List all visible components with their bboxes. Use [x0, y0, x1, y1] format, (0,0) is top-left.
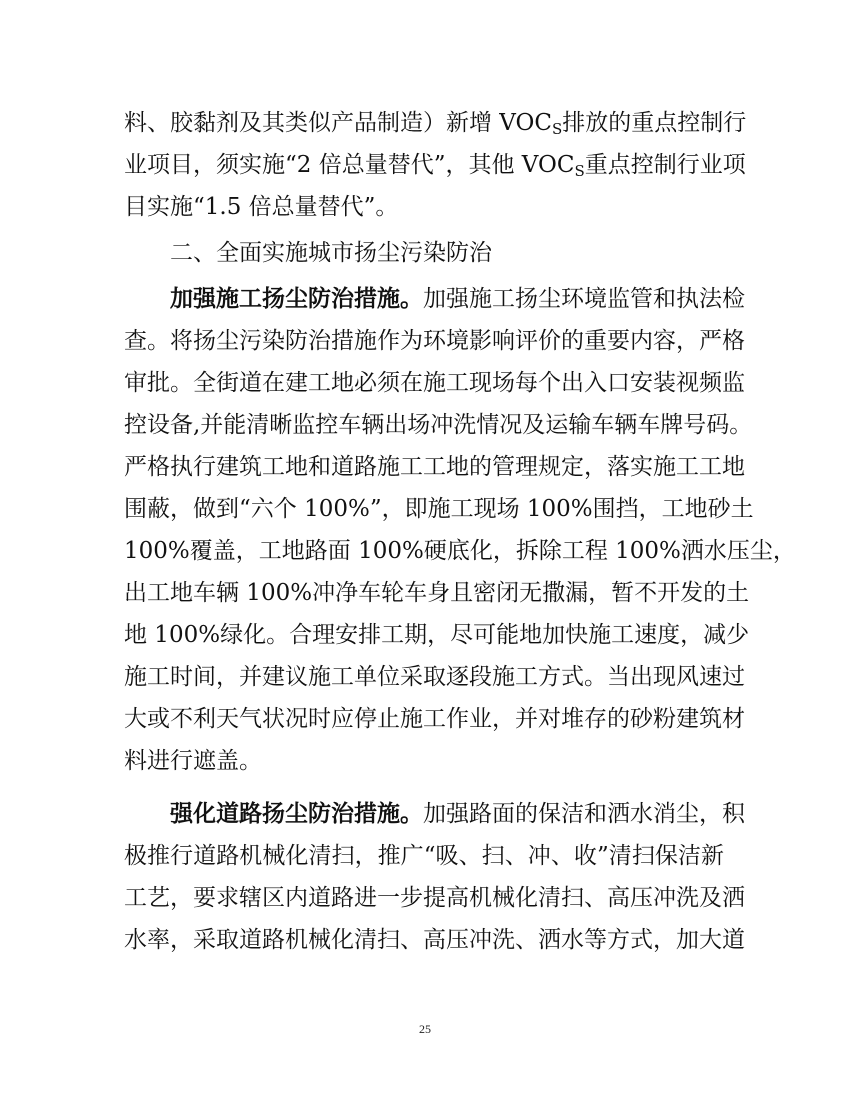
text-segment: 查。将扬尘污染防治措施作为环境影响评价的重要内容，严格	[124, 328, 745, 354]
text-segment: 目实施“1.5 倍总量替代”。	[124, 194, 399, 220]
text-line-1	[124, 108, 747, 138]
text-segment: 施工时间，并建议施工单位采取逐段施工方式。当出现风速过	[124, 664, 745, 690]
subscript-s: S	[574, 162, 585, 180]
heading-text: 二、全面实施城市扬尘污染防治	[170, 240, 492, 266]
text-line-18	[124, 841, 724, 871]
text-line-6	[124, 326, 745, 356]
text-line-9	[124, 452, 745, 482]
text-line-13	[124, 620, 750, 650]
text-line-12	[124, 578, 750, 608]
text-segment: 料、胶黏剂及其类似产品制造）新增 VOC	[124, 110, 552, 136]
paragraph-road-dust-line-1	[170, 799, 745, 829]
text-segment: 严格执行建筑工地和道路施工工地的管理规定，落实施工工地	[124, 454, 745, 480]
section-heading	[170, 238, 770, 268]
text-line-15	[124, 704, 745, 734]
text-segment: 排放的重点控制行	[562, 110, 747, 136]
text-segment: 重点控制行业项	[584, 152, 746, 178]
paragraph-lead-bold: 强化道路扬尘防治措施。	[170, 800, 423, 827]
text-segment: 100%覆盖，工地路面 100%硬底化，拆除工程 100%洒水压尘，	[124, 538, 796, 564]
text-segment: 大或不利天气状况时应停止施工作业，并对堆存的砂粉建筑材	[124, 706, 745, 732]
text-line-7	[124, 368, 745, 398]
text-segment: 出工地车辆 100%冲净车轮车身且密闭无撒漏，暂不开发的土	[124, 580, 750, 606]
text-line-10	[124, 494, 754, 524]
text-segment: 审批。全街道在建工地必须在施工现场每个出入口安装视频监	[124, 370, 745, 396]
text-line-16	[124, 746, 724, 776]
text-line-19	[124, 883, 745, 913]
text-line-8	[124, 410, 753, 440]
text-segment: 料进行遮盖。	[124, 748, 262, 774]
subscript-s: S	[551, 120, 563, 138]
text-segment: 地 100%绿化。合理安排工期，尽可能地加快施工速度，减少	[124, 622, 750, 648]
text-line-20	[124, 925, 745, 955]
text-segment: 水率，采取道路机械化清扫、高压冲洗、洒水等方式，加大道	[124, 927, 745, 953]
text-segment: 加强施工扬尘环境监管和执法检	[423, 286, 745, 312]
text-line-2	[124, 150, 746, 180]
page-number: 25	[419, 1022, 431, 1036]
text-segment: 极推行道路机械化清扫，推广“吸、扫、冲、收”清扫保洁新	[124, 843, 724, 869]
text-line-3	[124, 192, 724, 222]
text-segment: 围蔽，做到“六个 100%”，即施工现场 100%围挡，工地砂土	[124, 496, 754, 522]
text-segment: 业项目，须实施“2 倍总量替代”，其他 VOC	[124, 152, 575, 178]
paragraph-construction-dust-line-1	[170, 284, 745, 314]
text-line-14	[124, 662, 745, 692]
text-segment: 加强路面的保洁和洒水消尘，积	[423, 801, 745, 827]
text-line-11	[124, 536, 796, 566]
text-segment: 工艺，要求辖区内道路进一步提高机械化清扫、高压冲洗及洒	[124, 885, 745, 911]
paragraph-lead-bold: 加强施工扬尘防治措施。	[170, 285, 423, 312]
text-segment: 控设备,并能清晰监控车辆出场冲洗情况及运输车辆车牌号码。	[124, 412, 753, 438]
